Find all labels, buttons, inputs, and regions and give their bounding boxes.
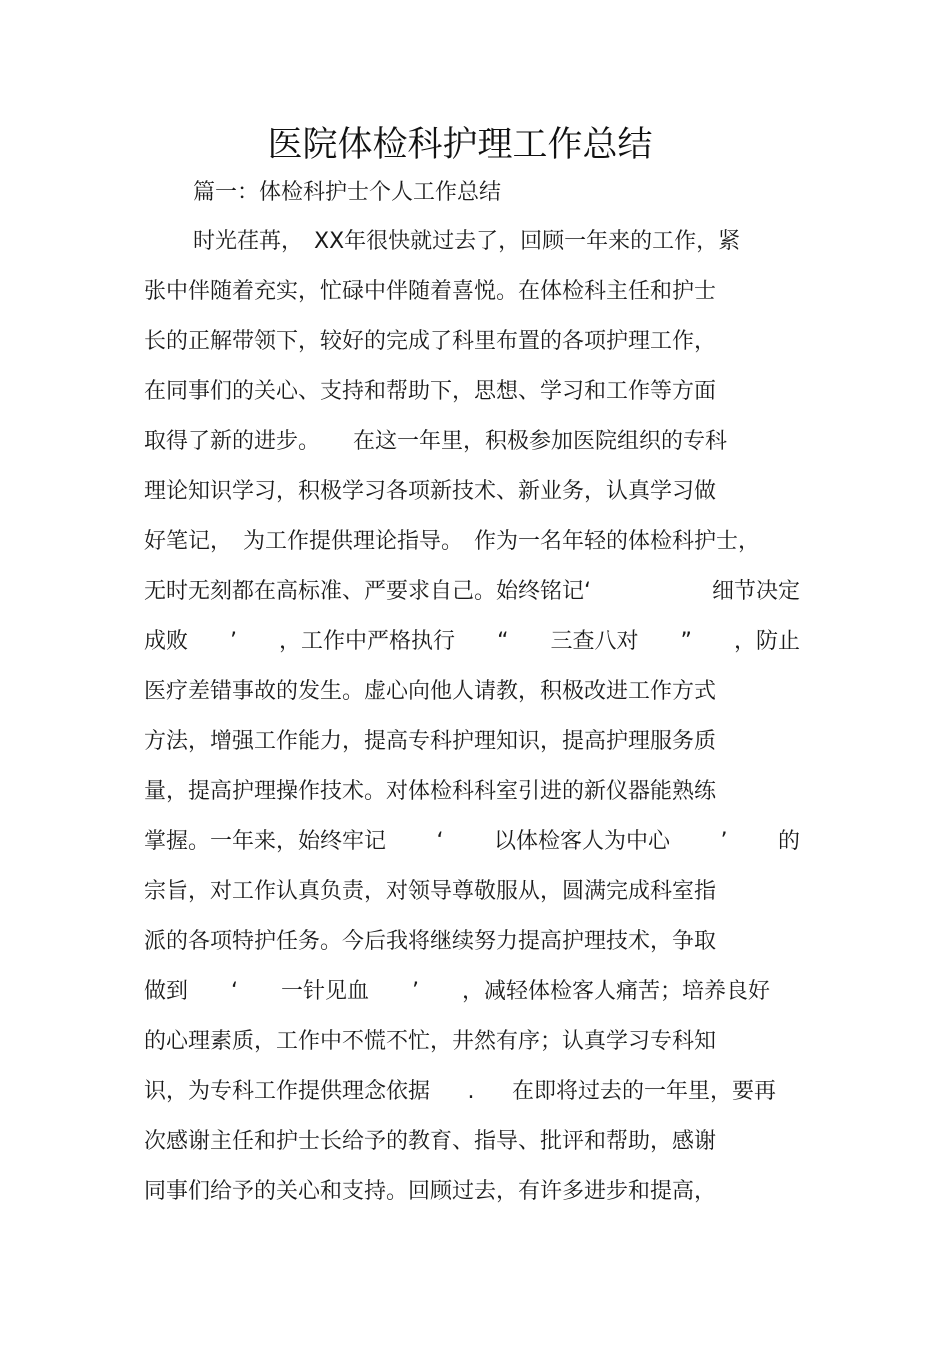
line-segment: 识，为专科工作提供理念依据 [144, 1079, 431, 1104]
line-segment: 掌握。一年来，始终牢记 [144, 829, 387, 854]
paragraph-line: 同事们给予的关心和支持。回顾过去，有许多进步和提高， [144, 1179, 717, 1204]
document-title: 医院体检科护理工作总结 [267, 125, 653, 165]
paragraph-line [144, 576, 800, 608]
paragraph-line: 理论知识学习，积极学习各项新技术、新业务，认真学习做 [144, 479, 717, 504]
line-segment: ’ [720, 829, 728, 854]
line-segment: 做到 [144, 979, 189, 1004]
paragraph-line [144, 826, 800, 858]
paragraph-line: 方法，增强工作能力，提高专科护理知识，提高护理服务质 [144, 729, 717, 754]
paragraph-line: 医疗差错事故的发生。虚心向他人请教，积极改进工作方式 [144, 679, 717, 704]
line-segment: ’ [411, 979, 419, 1004]
paragraph-line [144, 1076, 776, 1108]
line-segment: ’ [230, 629, 238, 654]
line-segment: ” [680, 629, 692, 654]
line-segment: 细节决定 [711, 579, 800, 604]
paragraph-line [144, 626, 800, 658]
line-segment: 成败 [144, 629, 189, 654]
paragraph-line: 派的各项特护任务。今后我将继续努力提高护理技术，争取 [144, 929, 717, 954]
document-subtitle: 篇一：体检科护士个人工作总结 [193, 180, 502, 205]
paragraph-line: 张中伴随着充实，忙碌中伴随着喜悦。在体检科主任和护士 [144, 279, 717, 304]
line-segment: . [467, 1079, 475, 1104]
paragraph-line: 在同事们的关心、支持和帮助下，思想、学习和工作等方面 [144, 379, 717, 404]
line-segment: 在即将过去的一年里，要再 [511, 1079, 776, 1104]
line-segment: ，工作中严格执行 [279, 629, 456, 654]
line-segment: 一针见血 [280, 979, 369, 1004]
paragraph-line: 取得了新的进步。 在这一年里，积极参加医院组织的专科 [144, 429, 728, 454]
line-segment: 三查八对 [550, 629, 639, 654]
line-segment: ‘ [231, 979, 238, 1004]
line-segment: ，防止 [733, 629, 800, 654]
paragraph-line [144, 976, 770, 1008]
line-segment: 的 [777, 829, 800, 854]
paragraph-line: 宗旨，对工作认真负责，对领导尊敬服从，圆满完成科室指 [144, 879, 717, 904]
line-segment: ，减轻体检客人痛苦；培养良好 [461, 979, 770, 1004]
line-segment: 以体检客人为中心 [493, 829, 670, 854]
paragraph-line: 好笔记， 为工作提供理论指导。 作为一名年轻的体检科护士， [144, 529, 761, 554]
paragraph-line: 时光荏苒， XX年很快就过去了，回顾一年来的工作，紧 [193, 229, 741, 254]
paragraph-line: 次感谢主任和护士长给予的教育、指导、批评和帮助，感谢 [144, 1129, 717, 1154]
paragraph-line: 的心理素质，工作中不慌不忙，井然有序；认真学习专科知 [144, 1029, 717, 1054]
paragraph-line: 长的正解带领下，较好的完成了科里布置的各项护理工作， [144, 329, 717, 354]
line-segment: ‘ [436, 829, 444, 854]
line-segment: 无时无刻都在高标准、严要求自己。始终铭记‘ [144, 579, 591, 604]
paragraph-line: 量，提高护理操作技术。对体检科科室引进的新仪器能熟练 [144, 779, 717, 804]
line-segment: “ [497, 629, 509, 654]
